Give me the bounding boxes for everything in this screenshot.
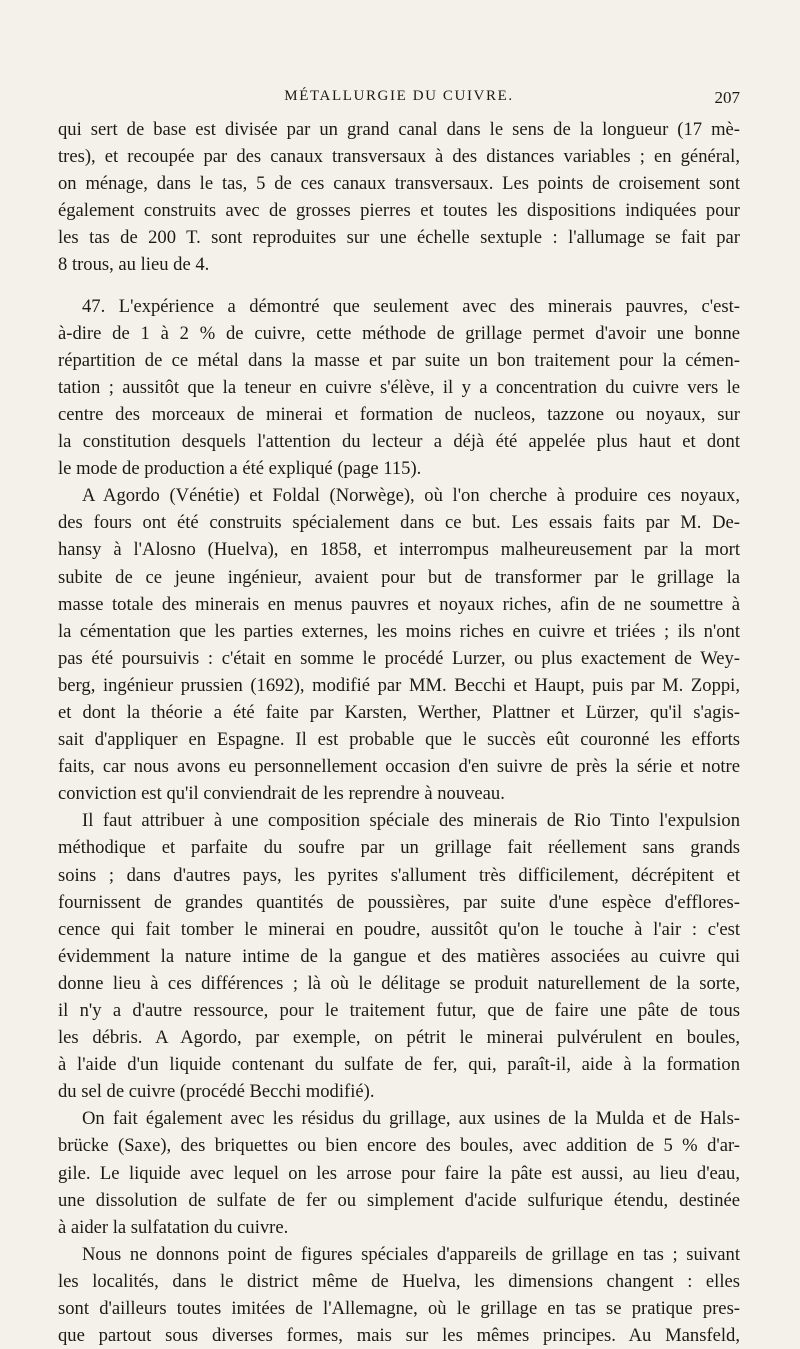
text-line: tres), et recoupée par des canaux transversaux à des distances variables ; en général, [58,146,740,168]
text-line: également construits avec de grosses pierres et toutes les dispositions indiquées pour [58,200,740,222]
text-line: le mode de production a été expliqué (page 115). [58,458,422,480]
text-line: gile. Le liquide avec lequel on les arrose pour faire la pâte est aussi, au lieu d'eau, [58,1162,740,1184]
text-line: à aider la sulfatation du cuivre. [58,1216,289,1238]
text-line: sont d'ailleurs toutes imitées de l'Allemagne, où le grillage en tas se pratique pres- [58,1298,740,1320]
text-line: subite de ce jeune ingénieur, avaient pour but de transformer par le grillage la [58,566,740,588]
running-title: MÉTALLURGIE DU CUIVRE. [284,88,514,104]
text-line: brücke (Saxe), des briquettes ou bien encore des boules, avec addition de 5 % d'ar- [58,1135,740,1157]
text-line: On fait également avec les résidus du grillage, aux usines de la Mulda et de Hals- [82,1108,740,1130]
text-line: des fours ont été construits spécialement dans ce but. Les essais faits par M. De- [58,512,740,534]
text-line: tation ; aussitôt que la teneur en cuivre s'élève, il y a concentration du cuivre vers le [58,376,740,398]
paragraph [58,807,740,1105]
paragraph [58,482,740,807]
running-header [58,88,740,114]
paragraph [58,1105,740,1240]
text-line: sait d'appliquer en Espagne. Il est probable que le succès eût couronné les efforts [58,729,740,751]
text-line: à-dire de 1 à 2 % de cuivre, cette méthode de grillage permet d'avoir une bonne [58,322,740,344]
page-number: 207 [714,88,740,107]
text-line: la cémentation que les parties externes, les moins riches en cuivre et triées ; ils n'ont [58,620,740,642]
text-line: on ménage, dans le tas, 5 de ces canaux transversaux. Les points de croisement sont [58,173,740,195]
text-line: soins ; dans d'autres pays, les pyrites s'allument très difficilement, décrépitent et [58,864,740,886]
paragraph-section-47 [58,293,740,483]
paragraph-continuation [58,116,740,279]
text-line: masse totale des minerais en menus pauvres et noyaux riches, afin de ne soumettre à [58,593,740,615]
text-line: conviction est qu'il conviendrait de les reprendre à nouveau. [58,783,505,805]
text-line: cence qui fait tomber le minerai en poudre, aussitôt qu'on le touche à l'air : c'est [58,918,740,940]
text-line: méthodique et parfaite du soufre par un grillage fait réellement sans grands [58,837,740,859]
text-line: donne lieu à ces différences ; là où le délitage se produit naturellement de la sorte, [58,972,740,994]
paragraph [58,1241,740,1349]
text-line: la constitution desquels l'attention du lecteur a déjà été appelée plus haut et dont [58,431,740,453]
text-line: il n'y a d'autre ressource, pour le traitement futur, que de faire une pâte de tous [58,1000,740,1021]
text-line: les débris. A Agordo, par exemple, on pétrit le minerai pulvérulent en boules, [58,1027,740,1049]
text-line: berg, ingénieur prussien (1692), modifié par MM. Becchi et Haupt, puis par M. Zoppi, [58,674,740,696]
text-line: centre des morceaux de minerai et formation de nucleos, tazzone ou noyaux, sur [58,403,740,425]
text-line: 8 trous, au lieu de 4. [58,254,210,276]
text-line: 47. L'expérience a démontré que seulement avec des minerais pauvres, c'est- [82,295,740,317]
book-page [58,88,740,1349]
text-line: et dont la théorie a été faite par Karsten, Werther, Plattner et Lürzer, qu'il s'agis- [58,701,740,723]
text-line: fournissent de grandes quantités de poussières, par suite d'une espèce d'efflores- [58,891,740,913]
text-line: à l'aide d'un liquide contenant du sulfate de fer, qui, paraît-il, aide à la formation [58,1054,740,1076]
text-line: A Agordo (Vénétie) et Foldal (Norwège), où l'on cherche à produire ces noyaux, [82,485,740,507]
text-line: les tas de 200 T. sont reproduites sur une échelle sextuple : l'allumage se fait par [58,227,740,249]
text-line: hansy à l'Alosno (Huelva), en 1858, et interrompus malheureusement par la mort [58,539,740,561]
text-line: qui sert de base est divisée par un grand canal dans le sens de la longueur (17 mè- [58,119,740,140]
text-line: Il faut attribuer à une composition spéciale des minerais de Rio Tinto l'expulsion [82,810,740,832]
text-line: pas été poursuivis : c'était en somme le procédé Lurzer, ou plus exactement de Wey- [58,647,740,669]
text-line: faits, car nous avons eu personnellement occasion d'en suivre de près la série et notre [58,756,740,778]
text-line: Nous ne donnons point de figures spéciales d'appareils de grillage en tas ; suivant [82,1243,740,1265]
text-line: répartition de ce métal dans la masse et par suite un bon traitement pour la cémen- [58,349,740,371]
section-gap [58,279,740,293]
text-line: une dissolution de sulfate de fer ou simplement d'acide sulfurique étendu, destinée [58,1189,740,1211]
text-line: du sel de cuivre (procédé Becchi modifié). [58,1081,375,1103]
text-line: que partout sous diverses formes, mais sur les mêmes principes. Au Mansfeld, [58,1325,740,1347]
text-line: évidemment la nature intime de la gangue et des matières associées au cuivre qui [58,945,740,967]
text-line: les localités, dans le district même de Huelva, les dimensions changent : elles [58,1270,740,1292]
